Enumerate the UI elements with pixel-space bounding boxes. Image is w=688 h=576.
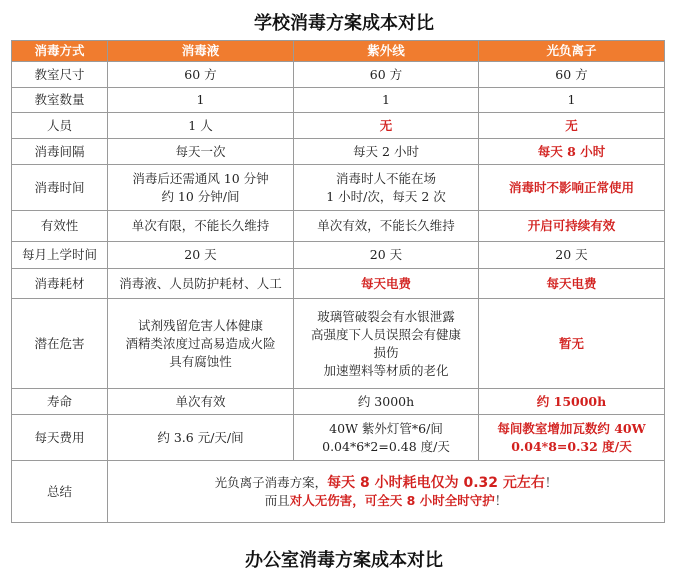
- page-title: 学校消毒方案成本对比: [254, 13, 434, 34]
- table-row: [12, 139, 665, 165]
- table-cell: 约 3.6 元/天/间: [108, 415, 294, 461]
- row-label: 教室尺寸: [12, 62, 108, 88]
- table-cell: 开启可持续有效: [479, 211, 665, 242]
- table-cell: 暂无: [479, 299, 665, 389]
- row-label: 总结: [12, 461, 108, 523]
- table-cell: [294, 165, 479, 211]
- cell-line: 40W 紫外灯管*6/间: [329, 420, 443, 436]
- summary-text: ！: [494, 492, 508, 508]
- table-cell: 20 天: [294, 242, 479, 269]
- table-row: [12, 389, 665, 415]
- summary-highlight: 对人无伤害，可全天 8 小时全时守护: [289, 492, 495, 508]
- row-label: 教室数量: [12, 88, 108, 113]
- summary-row: [12, 461, 665, 523]
- cell-line: 加速塑料等材质的老化: [323, 362, 449, 378]
- table-cell: 单次有限，不能长久维持: [108, 211, 294, 242]
- header-cell: 消毒方式: [12, 41, 108, 62]
- header-cell: 紫外线: [294, 41, 479, 62]
- summary-highlight: 每天 8 小时耗电仅为 0.32 元左右: [327, 474, 545, 491]
- table-row: [12, 88, 665, 113]
- row-label: 每天费用: [12, 415, 108, 461]
- row-label: 潜在危害: [12, 299, 108, 389]
- table-cell: 1 人: [108, 113, 294, 139]
- row-label: 消毒耗材: [12, 269, 108, 299]
- table-cell: 60 方: [108, 62, 294, 88]
- table-row: [12, 62, 665, 88]
- cell-line: 1 小时/次，每天 2 次: [326, 188, 446, 204]
- table-cell: 消毒液、人员防护耗材、人工: [108, 269, 294, 299]
- cell-line: 0.04*8=0.32 度/天: [511, 438, 632, 454]
- table-row: [12, 165, 665, 211]
- table-row: [12, 299, 665, 389]
- table-cell: [294, 415, 479, 461]
- table-cell: 每天 8 小时: [479, 139, 665, 165]
- cell-line: 酒精类浓度过高易造成火险: [125, 335, 276, 351]
- table-cell: 20 天: [479, 242, 665, 269]
- table-cell: 1: [294, 88, 479, 113]
- summary-line: [111, 474, 661, 492]
- header-cell: 消毒液: [108, 41, 294, 62]
- table-cell: 每天电费: [479, 269, 665, 299]
- table-cell: 无: [479, 113, 665, 139]
- table-cell: 消毒时不影响正常使用: [479, 165, 665, 211]
- cell-line: 约 10 分钟/间: [161, 188, 240, 204]
- header-cell: 光负离子: [479, 41, 665, 62]
- table-cell: 60 方: [479, 62, 665, 88]
- comparison-table: [11, 40, 665, 523]
- cell-line: 损伤: [373, 344, 399, 360]
- table-row: [12, 242, 665, 269]
- table-row: [12, 269, 665, 299]
- cell-line: 每间教室增加瓦数约 40W: [497, 420, 646, 436]
- row-label: 有效性: [12, 211, 108, 242]
- table-cell: 无: [294, 113, 479, 139]
- row-label: 人员: [12, 113, 108, 139]
- table-cell: 20 天: [108, 242, 294, 269]
- cell-line: 消毒后还需通风 10 分钟: [132, 170, 269, 186]
- header-row: [12, 41, 665, 62]
- table-cell: 每天 2 小时: [294, 139, 479, 165]
- table-cell: 约 3000h: [294, 389, 479, 415]
- table-cell: 60 方: [294, 62, 479, 88]
- row-label: 消毒时间: [12, 165, 108, 211]
- summary-text: 而且: [264, 492, 290, 508]
- section-title: 办公室消毒方案成本对比: [245, 550, 443, 571]
- summary-line: [111, 492, 661, 510]
- table-cell: [479, 415, 665, 461]
- table-cell: 约 15000h: [479, 389, 665, 415]
- table-row: [12, 415, 665, 461]
- summary-text: ！: [544, 474, 558, 490]
- table-cell: [108, 165, 294, 211]
- row-label: 每月上学时间: [12, 242, 108, 269]
- cell-line: 试剂残留危害人体健康: [137, 317, 263, 333]
- table-cell: 单次有效: [108, 389, 294, 415]
- table-cell: 1: [479, 88, 665, 113]
- cell-line: 玻璃管破裂会有水银泄露: [317, 308, 455, 324]
- cell-line: 具有腐蚀性: [169, 353, 232, 369]
- table-cell: [294, 299, 479, 389]
- table-cell: 1: [108, 88, 294, 113]
- summary-text: 光负离子消毒方案，: [214, 474, 328, 490]
- table-cell: 每天一次: [108, 139, 294, 165]
- summary-cell: [108, 461, 665, 523]
- table-cell: 每天电费: [294, 269, 479, 299]
- table-row: [12, 113, 665, 139]
- row-label: 消毒间隔: [12, 139, 108, 165]
- cell-line: 高强度下人员误照会有健康: [310, 326, 461, 342]
- table-row: [12, 211, 665, 242]
- row-label: 寿命: [12, 389, 108, 415]
- table-cell: 单次有效，不能长久维持: [294, 211, 479, 242]
- cell-line: 0.04*6*2=0.48 度/天: [322, 438, 450, 454]
- table-cell: [108, 299, 294, 389]
- cell-line: 消毒时人不能在场: [335, 170, 436, 186]
